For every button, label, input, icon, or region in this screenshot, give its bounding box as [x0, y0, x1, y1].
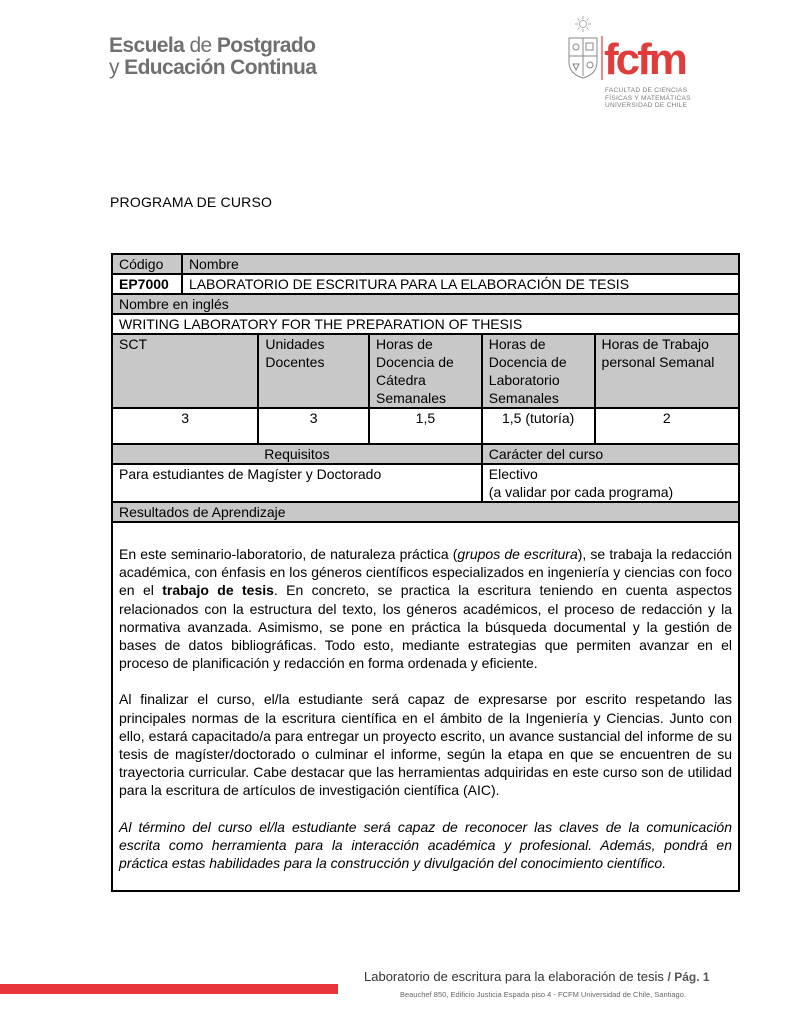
horas-lab-label: Horas de Docencia de Laboratorio Semanales — [482, 334, 595, 408]
outcome-paragraph: Al finalizar el curso, el/la estudiante será capaz de expresarse por escrito respetando las principales normas de la escritura científica en el ámbito de la Ingeniería y Ciencias. Junto con ello, estará capacitado/a para entregar un proyecto escrito, un avance sustancial del informe de su tesis de magíster/doctorado o culminar el informe, según la etapa en que se encuentren de su trayectoria curricular. Cabe destacar que las herramientas adquiridas en este curso son de utilidad para la escritura de artículos de investigación científica (AIC). — [119, 691, 732, 799]
horas-catedra-label: Horas de Docencia de Cátedra Semanales — [369, 334, 482, 408]
fcfm-subtitle-line: FACULTAD DE CIENCIAS — [605, 87, 688, 94]
school-name-part: Educación Continua — [124, 56, 317, 79]
fcfm-subtitle-line: FÍSICAS Y MATEMÁTICAS — [605, 94, 691, 102]
sct-label: SCT — [112, 334, 258, 408]
nombre-label: Nombre — [182, 254, 739, 274]
text-run: . En concreto, se practica la escritura teniendo en cuenta aspectos relacionados con la estructura del texto, los géneros académicos, el proceso de redacción y la normativa avanzada. Asimismo, se pone en práctica la búsqueda documental y la gestión de bases de datos bibliográficas. Todo esto, mediante estrategias que permiten avanzar en el proceso de planificación y redacción en forma ordenada y eficiente. — [119, 582, 733, 672]
learning-outcomes — [112, 522, 739, 891]
outcome-paragraph — [119, 545, 732, 672]
caracter-line: (a validar por cada programa) — [488, 484, 674, 500]
course-table — [111, 253, 740, 892]
sct-value: 3 — [112, 408, 258, 444]
fcfm-subtitle — [605, 87, 691, 110]
text-run: Al término del curso el/la estudiante será capaz de reconocer las claves de la comunicación escrita como herramienta para la interacción académica y profesional. Además, pondrá en práctica estas habilidades para la construcción y divulgación del conocimiento científico. — [119, 818, 732, 872]
text-run: grupos de escritura — [457, 546, 578, 562]
footer-title — [364, 969, 710, 984]
requisitos-value: Para estudiantes de Magíster y Doctorado — [112, 464, 482, 502]
unidades-label: Unidades Docentes — [258, 334, 369, 408]
school-name-part: Escuela — [109, 34, 185, 57]
caracter-value — [482, 464, 739, 502]
footer-accent-bar — [0, 984, 338, 994]
horas-catedra-value: 1,5 — [369, 408, 482, 444]
shield-icon — [569, 38, 597, 78]
school-logo-text — [109, 35, 316, 79]
english-name-label: Nombre en inglés — [112, 294, 739, 314]
text-run: En este seminario-laboratorio, de naturaleza práctica ( — [119, 546, 458, 562]
course-code: EP7000 — [112, 274, 182, 294]
footer-course: Laboratorio de escritura para la elaboración de tesis — [364, 969, 664, 984]
sun-icon — [575, 16, 591, 32]
school-name-part: y — [109, 56, 119, 79]
english-name: WRITING LABORATORY FOR THE PREPARATION OF THESIS — [112, 314, 739, 334]
requisitos-label: Requisitos — [112, 444, 482, 464]
codigo-label: Código — [112, 254, 182, 274]
fcfm-subtitle-line: UNIVERSIDAD DE CHILE — [605, 102, 688, 109]
caracter-label: Carácter del curso — [482, 444, 739, 464]
text-run: trabajo de tesis — [162, 582, 274, 599]
course-name: LABORATORIO DE ESCRITURA PARA LA ELABORACIÓN DE TESIS — [182, 274, 739, 294]
outcome-paragraph — [119, 818, 732, 873]
document-title: PROGRAMA DE CURSO — [110, 194, 273, 210]
page-number: / Pág. 1 — [667, 970, 710, 984]
horas-trabajo-label: Horas de Trabajo personal Semanal — [595, 334, 739, 408]
school-name-part: de — [189, 34, 212, 57]
unidades-value: 3 — [258, 408, 369, 444]
horas-lab-value: 1,5 (tutoría) — [482, 408, 595, 444]
text-run: ), se trabaja la redacción académica, con énfasis en los géneros científicos especializados en ingeniería y ciencias con foco en el — [119, 546, 733, 599]
caracter-line: Electivo — [488, 466, 538, 482]
footer-address: Beauchef 850, Edificio Justicia Espada piso 4 - FCFM Universidad de Chile, Santiago. — [400, 990, 686, 999]
horas-trabajo-value: 2 — [595, 408, 739, 444]
school-name-part: Postgrado — [216, 34, 316, 57]
resultados-label: Resultados de Aprendizaje — [112, 502, 739, 522]
fcfm-wordmark: fcfm — [604, 35, 685, 84]
